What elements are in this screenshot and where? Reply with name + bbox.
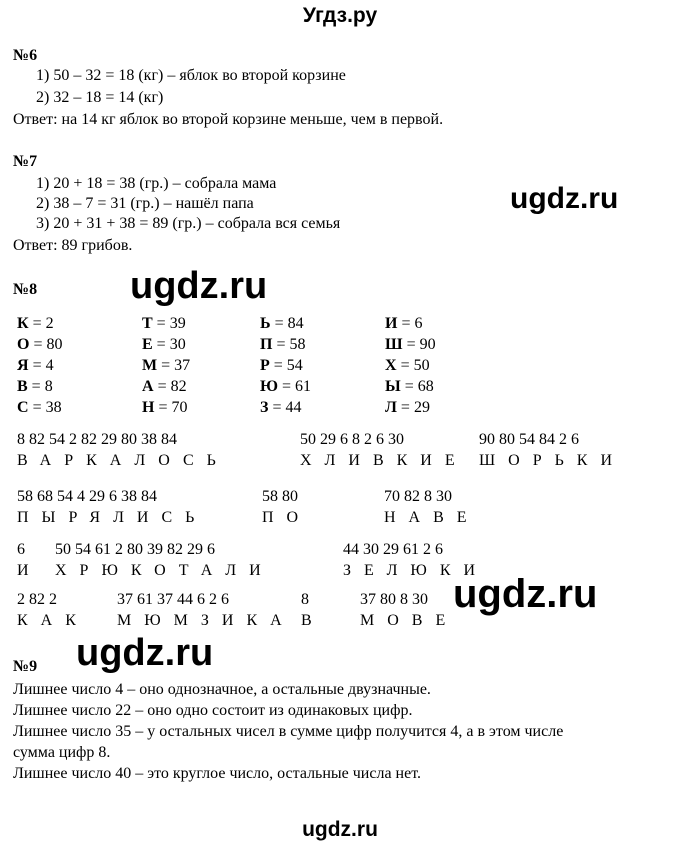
decoded-word: ВАРКАЛОСЬ xyxy=(17,452,229,469)
cipher-letter: Я xyxy=(17,357,29,374)
cipher-letter: А xyxy=(142,378,154,395)
code-numbers: 8 82 54 2 82 29 80 38 84 xyxy=(17,431,177,448)
task9-line-1: Лишнее число 4 – оно однозначное, а остальные двузначные. xyxy=(13,681,431,698)
decoded-word: ПО xyxy=(262,509,312,526)
footer-watermark: ugdz.ru xyxy=(302,818,378,841)
cipher-entry xyxy=(385,398,430,418)
cipher-entry xyxy=(142,377,187,397)
cipher-entry xyxy=(17,335,62,355)
task9-heading: №9 xyxy=(13,658,38,675)
cipher-value: = 82 xyxy=(157,378,187,395)
cipher-value: = 58 xyxy=(276,336,306,353)
cipher-value: = 2 xyxy=(32,315,54,332)
cipher-value: = 30 xyxy=(156,336,186,353)
cipher-entry xyxy=(385,377,434,397)
task6-heading: №6 xyxy=(13,47,38,64)
cipher-value: = 80 xyxy=(33,336,63,353)
cipher-value: = 90 xyxy=(406,336,436,353)
cipher-value: = 38 xyxy=(32,399,62,416)
cipher-value: = 68 xyxy=(404,378,434,395)
cipher-value: = 54 xyxy=(273,357,303,374)
cipher-value: = 61 xyxy=(282,378,312,395)
cipher-letter: Н xyxy=(142,399,155,416)
cipher-value: = 44 xyxy=(272,399,302,416)
cipher-letter: М xyxy=(142,357,158,374)
cipher-value: = 50 xyxy=(400,357,430,374)
watermark: ugdz.ru xyxy=(130,265,268,307)
cipher-value: = 29 xyxy=(400,399,430,416)
cipher-entry xyxy=(385,356,430,376)
cipher-letter: Ы xyxy=(385,378,401,395)
task7-answer: Ответ: 89 грибов. xyxy=(13,237,133,254)
cipher-value: = 37 xyxy=(161,357,191,374)
cipher-entry xyxy=(17,398,62,418)
code-numbers: 6 xyxy=(17,541,25,558)
cipher-letter: Л xyxy=(385,399,397,416)
cipher-value: = 6 xyxy=(401,315,423,332)
decoded-word: ЗЕЛЮКИ xyxy=(343,562,489,579)
cipher-entry xyxy=(142,335,186,355)
code-numbers: 90 80 54 84 2 6 xyxy=(479,431,579,448)
task6-line-2: 2) 32 – 18 = 14 (кг) xyxy=(36,89,164,106)
decoded-word: КАК xyxy=(17,612,89,629)
cipher-letter: Х xyxy=(385,357,397,374)
code-numbers: 2 82 2 xyxy=(17,591,57,608)
code-numbers: 44 30 29 61 2 6 xyxy=(343,541,443,558)
decoded-word: МОВЕ xyxy=(360,612,459,629)
cipher-entry xyxy=(17,314,54,334)
cipher-value: = 39 xyxy=(156,315,186,332)
cipher-value: = 70 xyxy=(158,399,188,416)
decoded-word: НАВЕ xyxy=(384,509,480,526)
decoded-word: ХЛИВКИЕ xyxy=(300,452,468,469)
cipher-entry xyxy=(260,398,301,418)
watermark: ugdz.ru xyxy=(510,182,619,215)
cipher-entry xyxy=(142,356,190,376)
decoded-word: ХРЮКОТАЛИ xyxy=(55,562,274,579)
task9-line-3: Лишнее число 35 – у остальных чисел в сумме цифр получится 4, а в этом числе xyxy=(13,723,564,740)
code-numbers: 50 54 61 2 80 39 82 29 6 xyxy=(55,541,215,558)
cipher-value: = 4 xyxy=(32,357,54,374)
code-numbers: 58 80 xyxy=(262,488,298,505)
cipher-entry xyxy=(17,356,54,376)
cipher-entry xyxy=(17,377,53,397)
cipher-entry xyxy=(260,335,305,355)
cipher-letter: Ь xyxy=(260,315,271,332)
cipher-entry xyxy=(385,314,422,334)
cipher-letter: О xyxy=(17,336,30,353)
cipher-entry xyxy=(260,356,303,376)
code-numbers: 8 xyxy=(301,591,309,608)
decoded-word: ШОРЬКИ xyxy=(479,452,626,469)
cipher-entry xyxy=(142,398,187,418)
cipher-letter: В xyxy=(17,378,28,395)
cipher-letter: Е xyxy=(142,336,153,353)
decoded-word: МЮМЗИКА xyxy=(117,612,295,629)
decoded-word: ПЫРЯЛИСЬ xyxy=(17,509,208,526)
cipher-entry xyxy=(260,314,304,334)
cipher-letter: Ю xyxy=(260,378,279,395)
cipher-letter: З xyxy=(260,399,269,416)
cipher-letter: Р xyxy=(260,357,270,374)
decoded-word: И xyxy=(17,562,42,579)
task9-line-5: Лишнее число 40 – это круглое число, остальные числа нет. xyxy=(13,765,422,782)
code-numbers: 37 61 37 44 6 2 6 xyxy=(117,591,229,608)
cipher-value: = 8 xyxy=(31,378,53,395)
cipher-letter: Т xyxy=(142,315,153,332)
cipher-letter: И xyxy=(385,315,398,332)
task7-line-3: 3) 20 + 31 + 38 = 89 (гр.) – собрала вся семья xyxy=(36,215,341,232)
task6-line-1: 1) 50 – 32 = 18 (кг) – яблок во второй корзине xyxy=(36,67,346,84)
task9-line-2: Лишнее число 22 – оно одно состоит из одинаковых цифр. xyxy=(13,702,413,719)
task8-heading: №8 xyxy=(13,281,38,298)
code-numbers: 37 80 8 30 xyxy=(360,591,428,608)
task7-heading: №7 xyxy=(13,153,38,170)
code-numbers: 70 82 8 30 xyxy=(384,488,452,505)
task7-line-1: 1) 20 + 18 = 38 (гр.) – собрала мама xyxy=(36,175,277,192)
cipher-letter: Ш xyxy=(385,336,403,353)
cipher-value: = 84 xyxy=(274,315,304,332)
watermark: ugdz.ru xyxy=(76,632,214,674)
cipher-letter: К xyxy=(17,315,29,332)
cipher-letter: П xyxy=(260,336,273,353)
watermark: ugdz.ru xyxy=(453,572,598,616)
code-numbers: 50 29 6 8 2 6 30 xyxy=(300,431,404,448)
cipher-letter: С xyxy=(17,399,29,416)
decoded-word: В xyxy=(301,612,325,629)
code-numbers: 58 68 54 4 29 6 38 84 xyxy=(17,488,157,505)
cipher-entry xyxy=(142,314,186,334)
cipher-entry xyxy=(260,377,311,397)
cipher-entry xyxy=(385,335,436,355)
task9-line-4: сумма цифр 8. xyxy=(13,744,111,761)
task7-line-2: 2) 38 – 7 = 31 (гр.) – нашёл папа xyxy=(36,195,254,212)
task6-answer: Ответ: на 14 кг яблок во второй корзине меньше, чем в первой. xyxy=(13,111,444,128)
site-title: Угдз.ру xyxy=(302,4,378,27)
